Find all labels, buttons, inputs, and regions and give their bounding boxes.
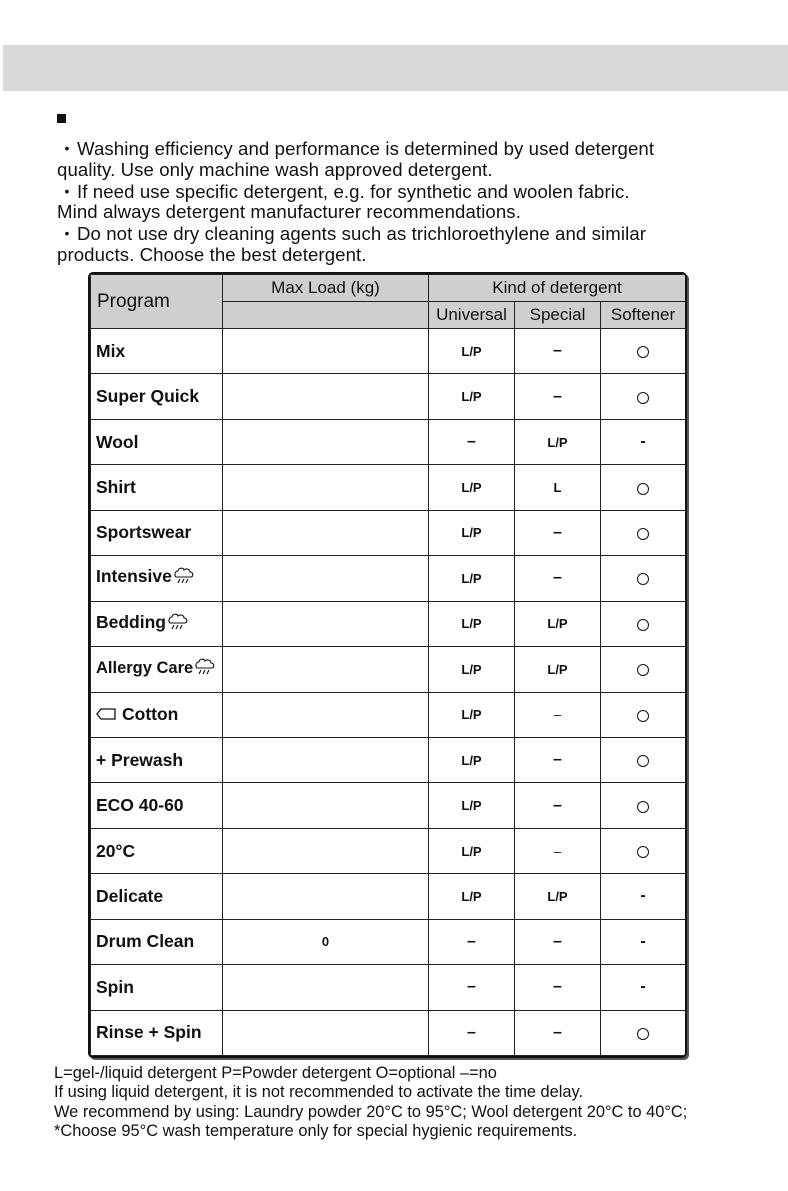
detergent-table [88,272,687,1058]
note-line: We recommend by using: Laundry powder 20°C to 95°C; Wool detergent 20°C to 40°C; [54,1102,688,1121]
special-cell [515,374,601,419]
header-banner [3,45,788,91]
detergent-value: – [553,751,562,769]
special-cell [515,329,601,374]
detergent-value: L/P [461,752,482,768]
detergent-value: L [553,480,562,496]
universal-cell [429,919,515,964]
detergent-value: L/P [547,434,568,450]
universal-cell [429,329,515,374]
optional-circle-icon [637,346,649,358]
program-cell [91,965,223,1010]
special-cell [515,919,601,964]
intro-line: quality. Use only machine wash approved detergent. [57,158,493,180]
detergent-value: – [553,707,562,723]
optional-circle-icon [637,801,649,813]
note-line: L=gel-/liquid detergent P=Powder detergent O=optional –=no [54,1064,497,1082]
max-load-cell [223,374,429,419]
steam-icon [167,613,189,636]
optional-circle-icon [637,664,649,676]
detergent-value: L/P [461,661,482,677]
max-load-cell [223,601,429,646]
program-cell [91,465,223,510]
table-row [91,465,686,510]
optional-circle-icon [637,755,649,767]
bullet-dot-icon: • [64,182,70,199]
special-cell [515,692,601,737]
program-header: Program [91,275,223,329]
steam-icon [173,567,195,590]
bullet-dot-icon: • [64,225,70,242]
softener-cell [601,329,686,374]
program-cell [91,647,223,692]
detergent-value: – [553,932,562,950]
max-load-cell [223,510,429,555]
universal-cell [429,601,515,646]
intro-line: Do not use dry cleaning agents such as trichloroethylene and similar [77,223,647,245]
note-line: *Choose 95°C wash temperature only for special hygienic requirements. [54,1122,578,1141]
universal-cell [429,874,515,919]
max-load-cell [223,329,429,374]
softener-cell [601,1010,686,1055]
program-cell [91,874,223,919]
detergent-value: - [640,887,646,905]
softener-cell [601,965,686,1010]
table-row [91,601,686,646]
table-row [91,783,686,828]
intro-text [57,138,777,266]
program-label: Shirt [96,477,136,498]
special-header: Special [515,302,601,329]
detergent-value: L/P [461,525,482,541]
legend-notes [54,1064,784,1142]
max-load-subheader [223,302,429,329]
table-row [91,737,686,782]
universal-header: Universal [429,302,515,329]
optional-circle-icon [637,483,649,495]
detergent-value: – [553,569,562,587]
universal-cell [429,692,515,737]
program-cell [91,419,223,464]
universal-cell [429,737,515,782]
universal-cell [429,1010,515,1055]
program-label: Drum Clean [96,931,195,952]
program-cell [91,1010,223,1055]
detergent-value: L/P [547,661,568,677]
program-label: Bedding [96,611,166,632]
optional-circle-icon [637,392,649,404]
optional-circle-icon [637,846,649,858]
detergent-value: L/P [547,616,568,632]
detergent-value: L/P [461,843,482,859]
program-label: Rinse + Spin [96,1022,202,1043]
table-row [91,692,686,737]
detergent-value: – [553,843,562,859]
special-cell [515,510,601,555]
special-cell [515,601,601,646]
table-body [91,329,686,1056]
intro-line: Mind always detergent manufacturer recommendations. [57,201,521,223]
cotton-tag-icon [96,704,116,725]
detergent-value: – [553,1023,562,1041]
softener-cell [601,874,686,919]
softener-cell [601,737,686,782]
special-cell [515,647,601,692]
max-load-cell [223,1010,429,1055]
max-load-cell [223,419,429,464]
special-cell [515,556,601,601]
program-label: Cotton [122,704,179,725]
detergent-value: – [553,523,562,541]
detergent-value: – [553,978,562,996]
detergent-value: – [467,433,476,451]
table-row [91,828,686,873]
max-load-cell [223,783,429,828]
softener-header: Softener [601,302,686,329]
table-row [91,919,686,964]
table-row [91,965,686,1010]
detergent-value: - [640,433,646,451]
note-line: If using liquid detergent, it is not recommended to activate the time delay. [54,1083,584,1102]
softener-cell [601,783,686,828]
table-row [91,556,686,601]
program-cell [91,510,223,555]
detergent-value: – [467,1023,476,1041]
program-label: Wool [96,431,139,452]
detergent-value: L/P [461,343,482,359]
detergent-value: L/P [461,707,482,723]
program-cell [91,692,223,737]
universal-cell [429,510,515,555]
special-cell [515,737,601,782]
detergent-value: L/P [461,888,482,904]
program-cell [91,374,223,419]
softener-cell [601,419,686,464]
detergent-value: – [553,387,562,405]
softener-cell [601,510,686,555]
detergent-value: – [553,796,562,814]
intro-line: If need use specific detergent, e.g. for synthetic and woolen fabric. [77,180,630,202]
detergent-value: L/P [461,616,482,632]
program-label: Intensive [96,566,172,587]
special-cell [515,465,601,510]
universal-cell [429,965,515,1010]
program-label: Mix [96,340,126,361]
program-label: Delicate [96,885,164,906]
universal-cell [429,419,515,464]
softener-cell [601,919,686,964]
softener-cell [601,556,686,601]
program-label: ECO 40-60 [96,795,184,816]
program-cell [91,737,223,782]
program-cell [91,828,223,873]
detergent-value: L/P [547,888,568,904]
optional-circle-icon [637,1028,649,1040]
universal-cell [429,374,515,419]
optional-circle-icon [637,573,649,585]
max-load-cell [223,556,429,601]
max-load-cell [223,965,429,1010]
universal-cell [429,828,515,873]
table-row [91,874,686,919]
universal-cell [429,465,515,510]
detergent-value: L/P [461,480,482,496]
detergent-value: – [467,978,476,996]
steam-icon [194,658,216,681]
max-load-cell [223,647,429,692]
program-cell [91,919,223,964]
softener-cell [601,647,686,692]
softener-cell [601,465,686,510]
optional-circle-icon [637,619,649,631]
universal-cell [429,783,515,828]
special-cell [515,783,601,828]
universal-cell [429,556,515,601]
special-cell [515,419,601,464]
table-row [91,647,686,692]
program-label: Spin [96,976,134,997]
special-cell [515,874,601,919]
program-label: Super Quick [96,386,200,407]
optional-circle-icon [637,528,649,540]
program-label: 20°C [96,840,136,861]
detergent-value: - [640,932,646,950]
table-row [91,1010,686,1055]
optional-circle-icon [637,710,649,722]
program-cell [91,556,223,601]
special-cell [515,828,601,873]
max-load-cell [223,692,429,737]
detergent-value: – [553,342,562,360]
max-load-cell [223,737,429,782]
max-load-cell [223,828,429,873]
program-cell [91,601,223,646]
special-cell [515,965,601,1010]
softener-cell [601,374,686,419]
table-row [91,419,686,464]
max-load-cell [223,465,429,510]
bullet-dot-icon: • [64,140,70,156]
max-load-cell [223,874,429,919]
max-load-header: Max Load (kg) [223,275,429,302]
detergent-value: - [640,978,646,996]
universal-cell [429,647,515,692]
intro-line: Washing efficiency and performance is determined by used detergent [77,138,655,159]
program-label: Sportswear [96,522,192,543]
special-cell [515,1010,601,1055]
softener-cell [601,692,686,737]
detergent-value: – [467,932,476,950]
table-row [91,510,686,555]
table-row [91,374,686,419]
softener-cell [601,828,686,873]
intro-line: products. Choose the best detergent. [57,243,367,265]
kind-of-detergent-header: Kind of detergent [429,275,686,302]
program-cell [91,783,223,828]
max-load-cell: 0 [223,919,429,964]
detergent-value: L/P [461,570,482,586]
section-bullet-icon [57,114,66,123]
table-row [91,329,686,374]
detergent-value: L/P [461,389,482,405]
program-label: + Prewash [96,749,184,770]
detergent-value: L/P [461,798,482,814]
softener-cell [601,601,686,646]
program-cell [91,329,223,374]
program-label: Allergy Care [96,659,194,678]
